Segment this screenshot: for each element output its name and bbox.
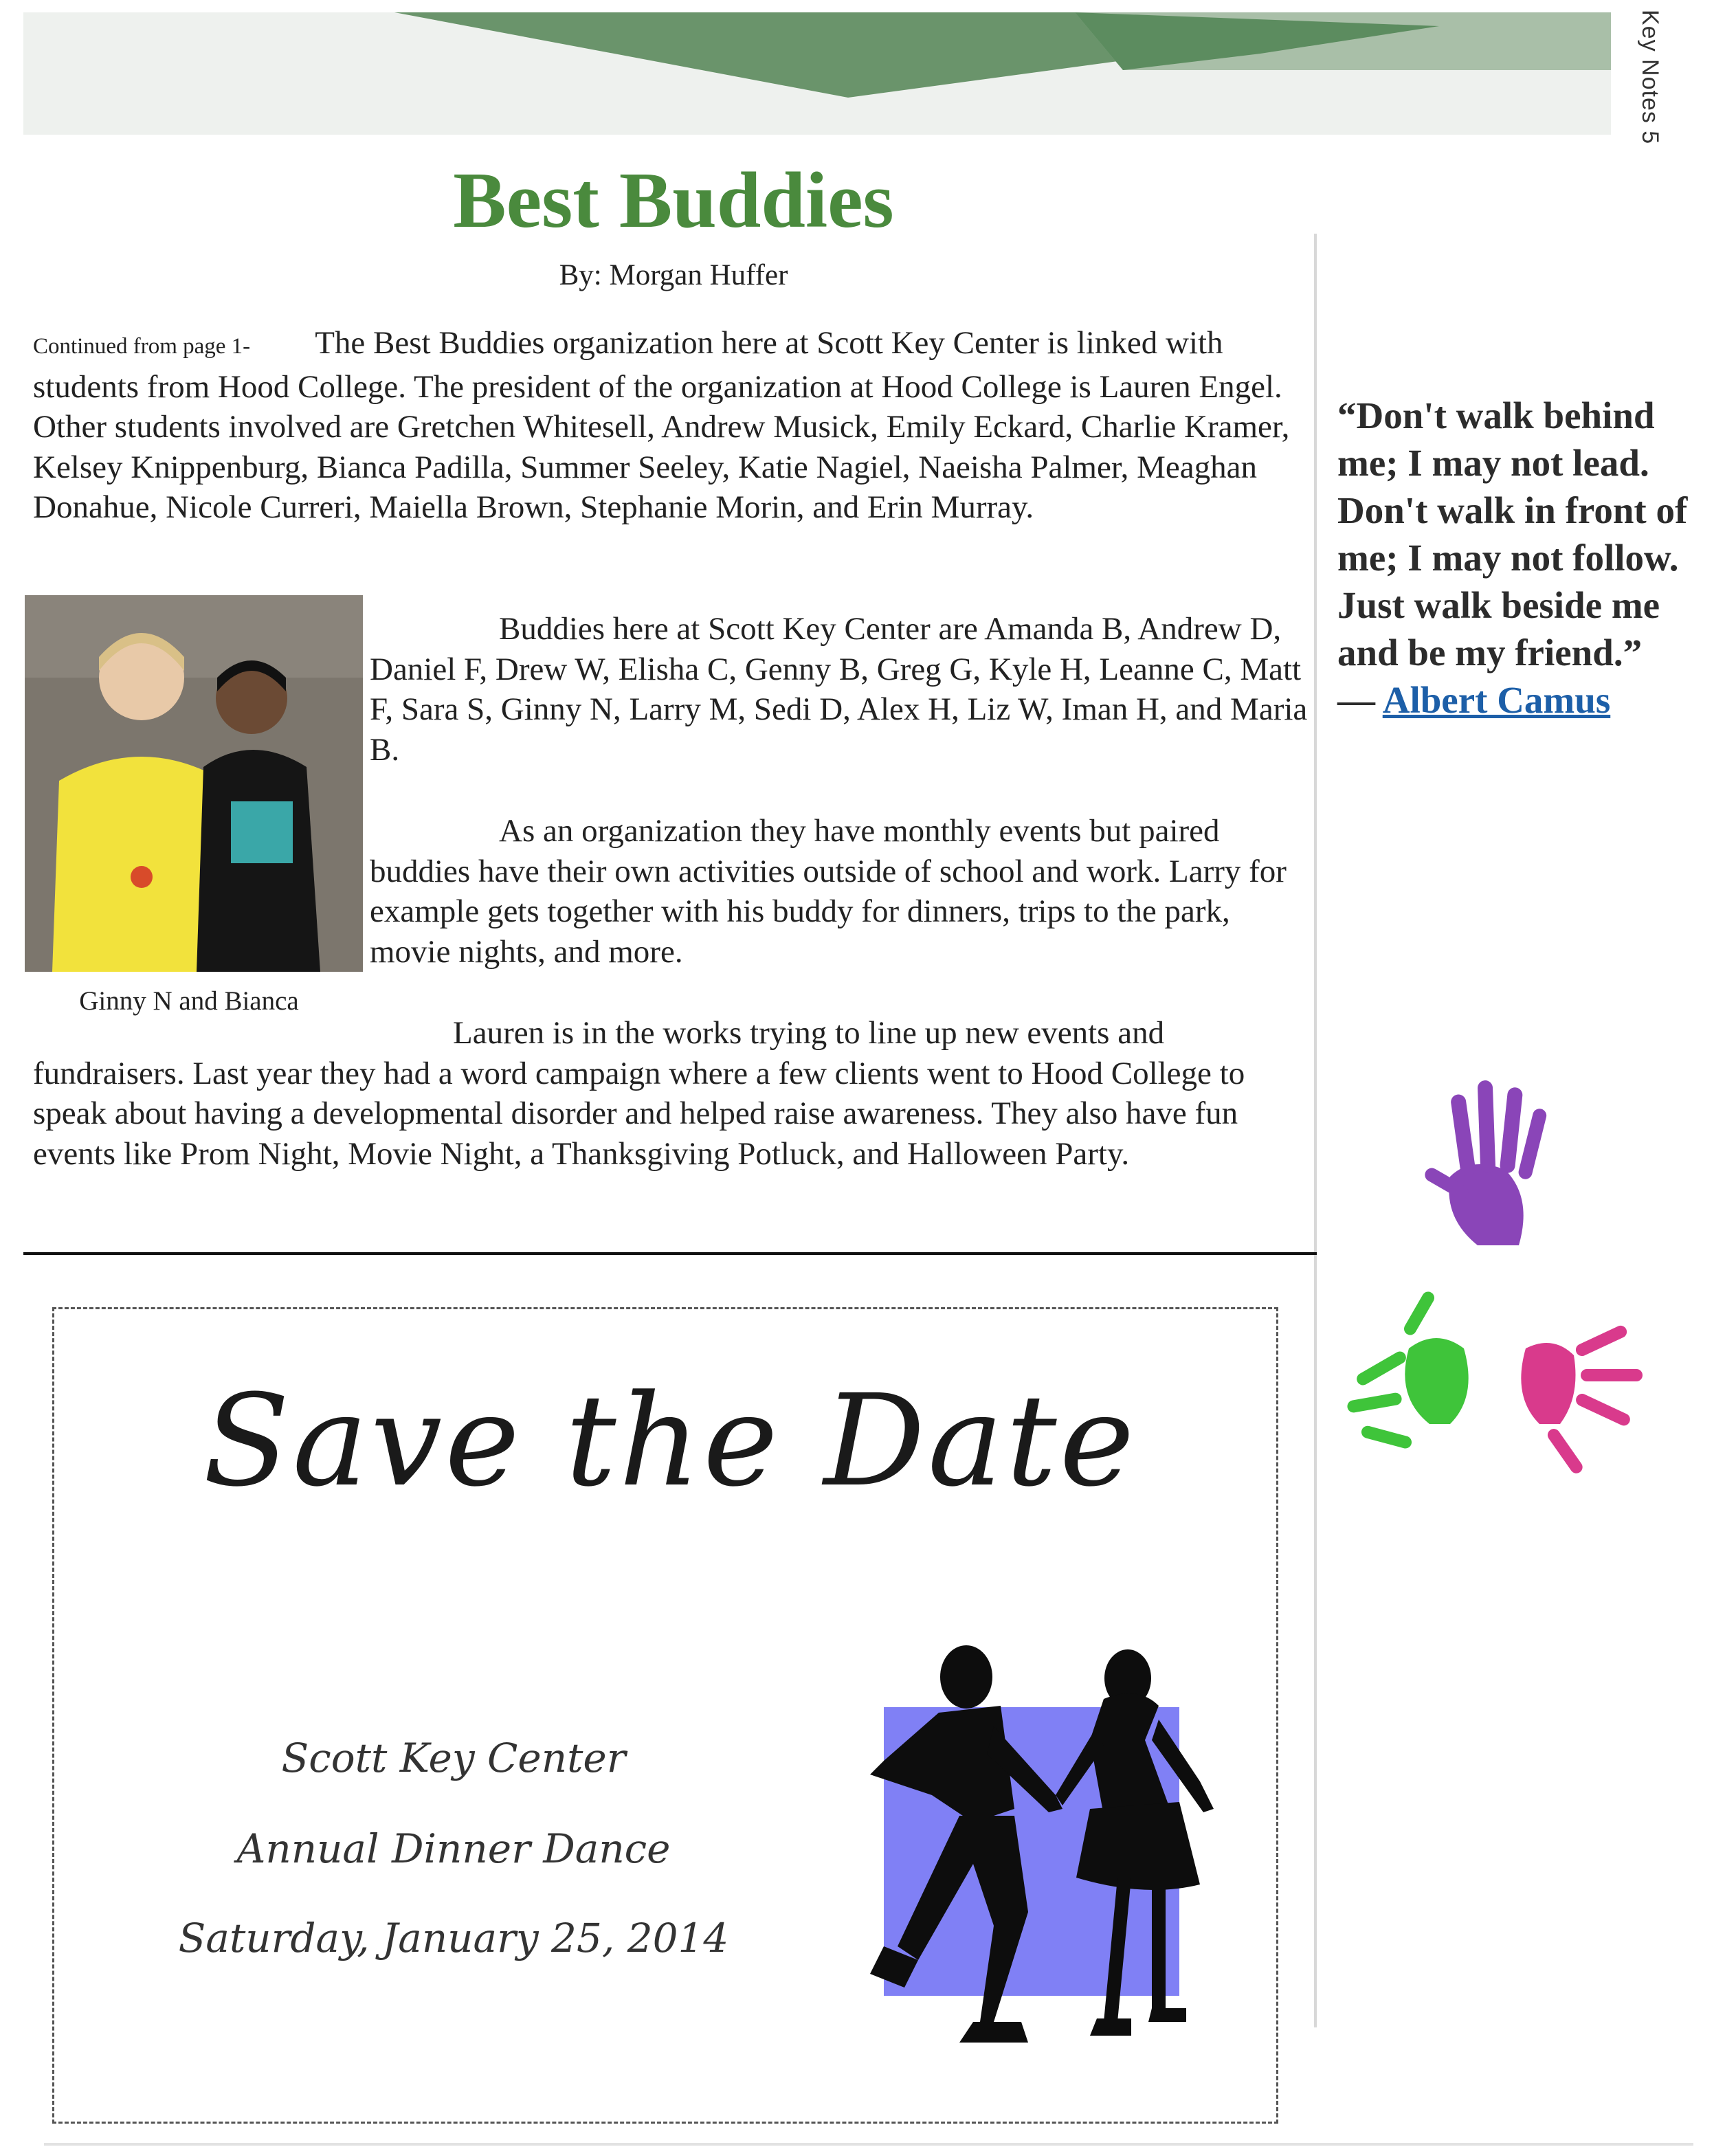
quote-author-link[interactable]: Albert Camus [1382, 679, 1611, 721]
handprints-image [1333, 1039, 1656, 1520]
section-divider [23, 1252, 1317, 1255]
paragraph-3-text: As an organization they have monthly events but paired buddies have their own activities outside of school and work. Larry for example gets together with his buddy for dinners, trips to the park, movie nights, and more. [370, 813, 1287, 970]
paragraph-2-text: Buddies here at Scott Key Center are Amanda B, Andrew D, Daniel F, Drew W, Elisha C, Genny B, Greg G, Kyle H, Leanne C, Matt F, Sara S, Ginny N, Larry M, Sedi D, Alex H, Liz W, Iman H, and Maria B. [370, 611, 1308, 768]
article-paragraph-4 [33, 1013, 1311, 1174]
article-byline: By: Morgan Huffer [559, 259, 788, 291]
page-bottom-rule [44, 2143, 1693, 2146]
paragraph-1-text: The Best Buddies organization here at Scott Key Center is linked with students from Hood College. The president of the organization at Hood College is Lauren Engel. Other students involved are Gretchen Whitesell, Andrew Musick, Emily Eckard, Charlie Kramer, Kelsey Knippenburg, Bianca Padilla, Summer Seeley, Katie Nagiel, Naeisha Palmer, Meaghan Donahue, Nicole Curreri, Maiella Brown, Stephanie Morin, and Erin Murray. [33, 325, 1290, 525]
header-banner [23, 12, 1611, 135]
event-name: Annual Dinner Dance [236, 1825, 671, 1872]
page-number-tab: Key Notes 5 [1637, 10, 1663, 145]
save-the-date-title: Save the Date [203, 1368, 1137, 1515]
sidebar-quote [1337, 392, 1695, 724]
dancing-couple-image [856, 1637, 1241, 2063]
photo-caption: Ginny N and Bianca [79, 986, 299, 1016]
continued-note: Continued from page 1- [33, 334, 251, 359]
paragraph-4-text: Lauren is in the works trying to line up new events and fundraisers. Last year they had a word campaign where a few clients went to Hood College to speak about having a developmental disorder and helped raise awareness. They also have fun events like Prom Night, Movie Night, a Thanksgiving Potluck, and Halloween Party. [33, 1015, 1245, 1172]
article-title: Best Buddies [453, 157, 894, 245]
event-date: Saturday, January 25, 2014 [178, 1915, 729, 1961]
event-organization: Scott Key Center [281, 1735, 626, 1781]
column-divider [1314, 234, 1317, 2027]
quote-text: “Don't walk behind me; I may not lead. Don't walk in front of me; I may not follow. Just walk beside me and be my friend.” [1337, 394, 1688, 674]
article-photo [25, 595, 363, 972]
quote-dash: — [1337, 679, 1375, 721]
article-paragraph-1 [33, 323, 1311, 528]
article-paragraph-2 [370, 609, 1311, 770]
article-paragraph-3 [370, 811, 1311, 972]
